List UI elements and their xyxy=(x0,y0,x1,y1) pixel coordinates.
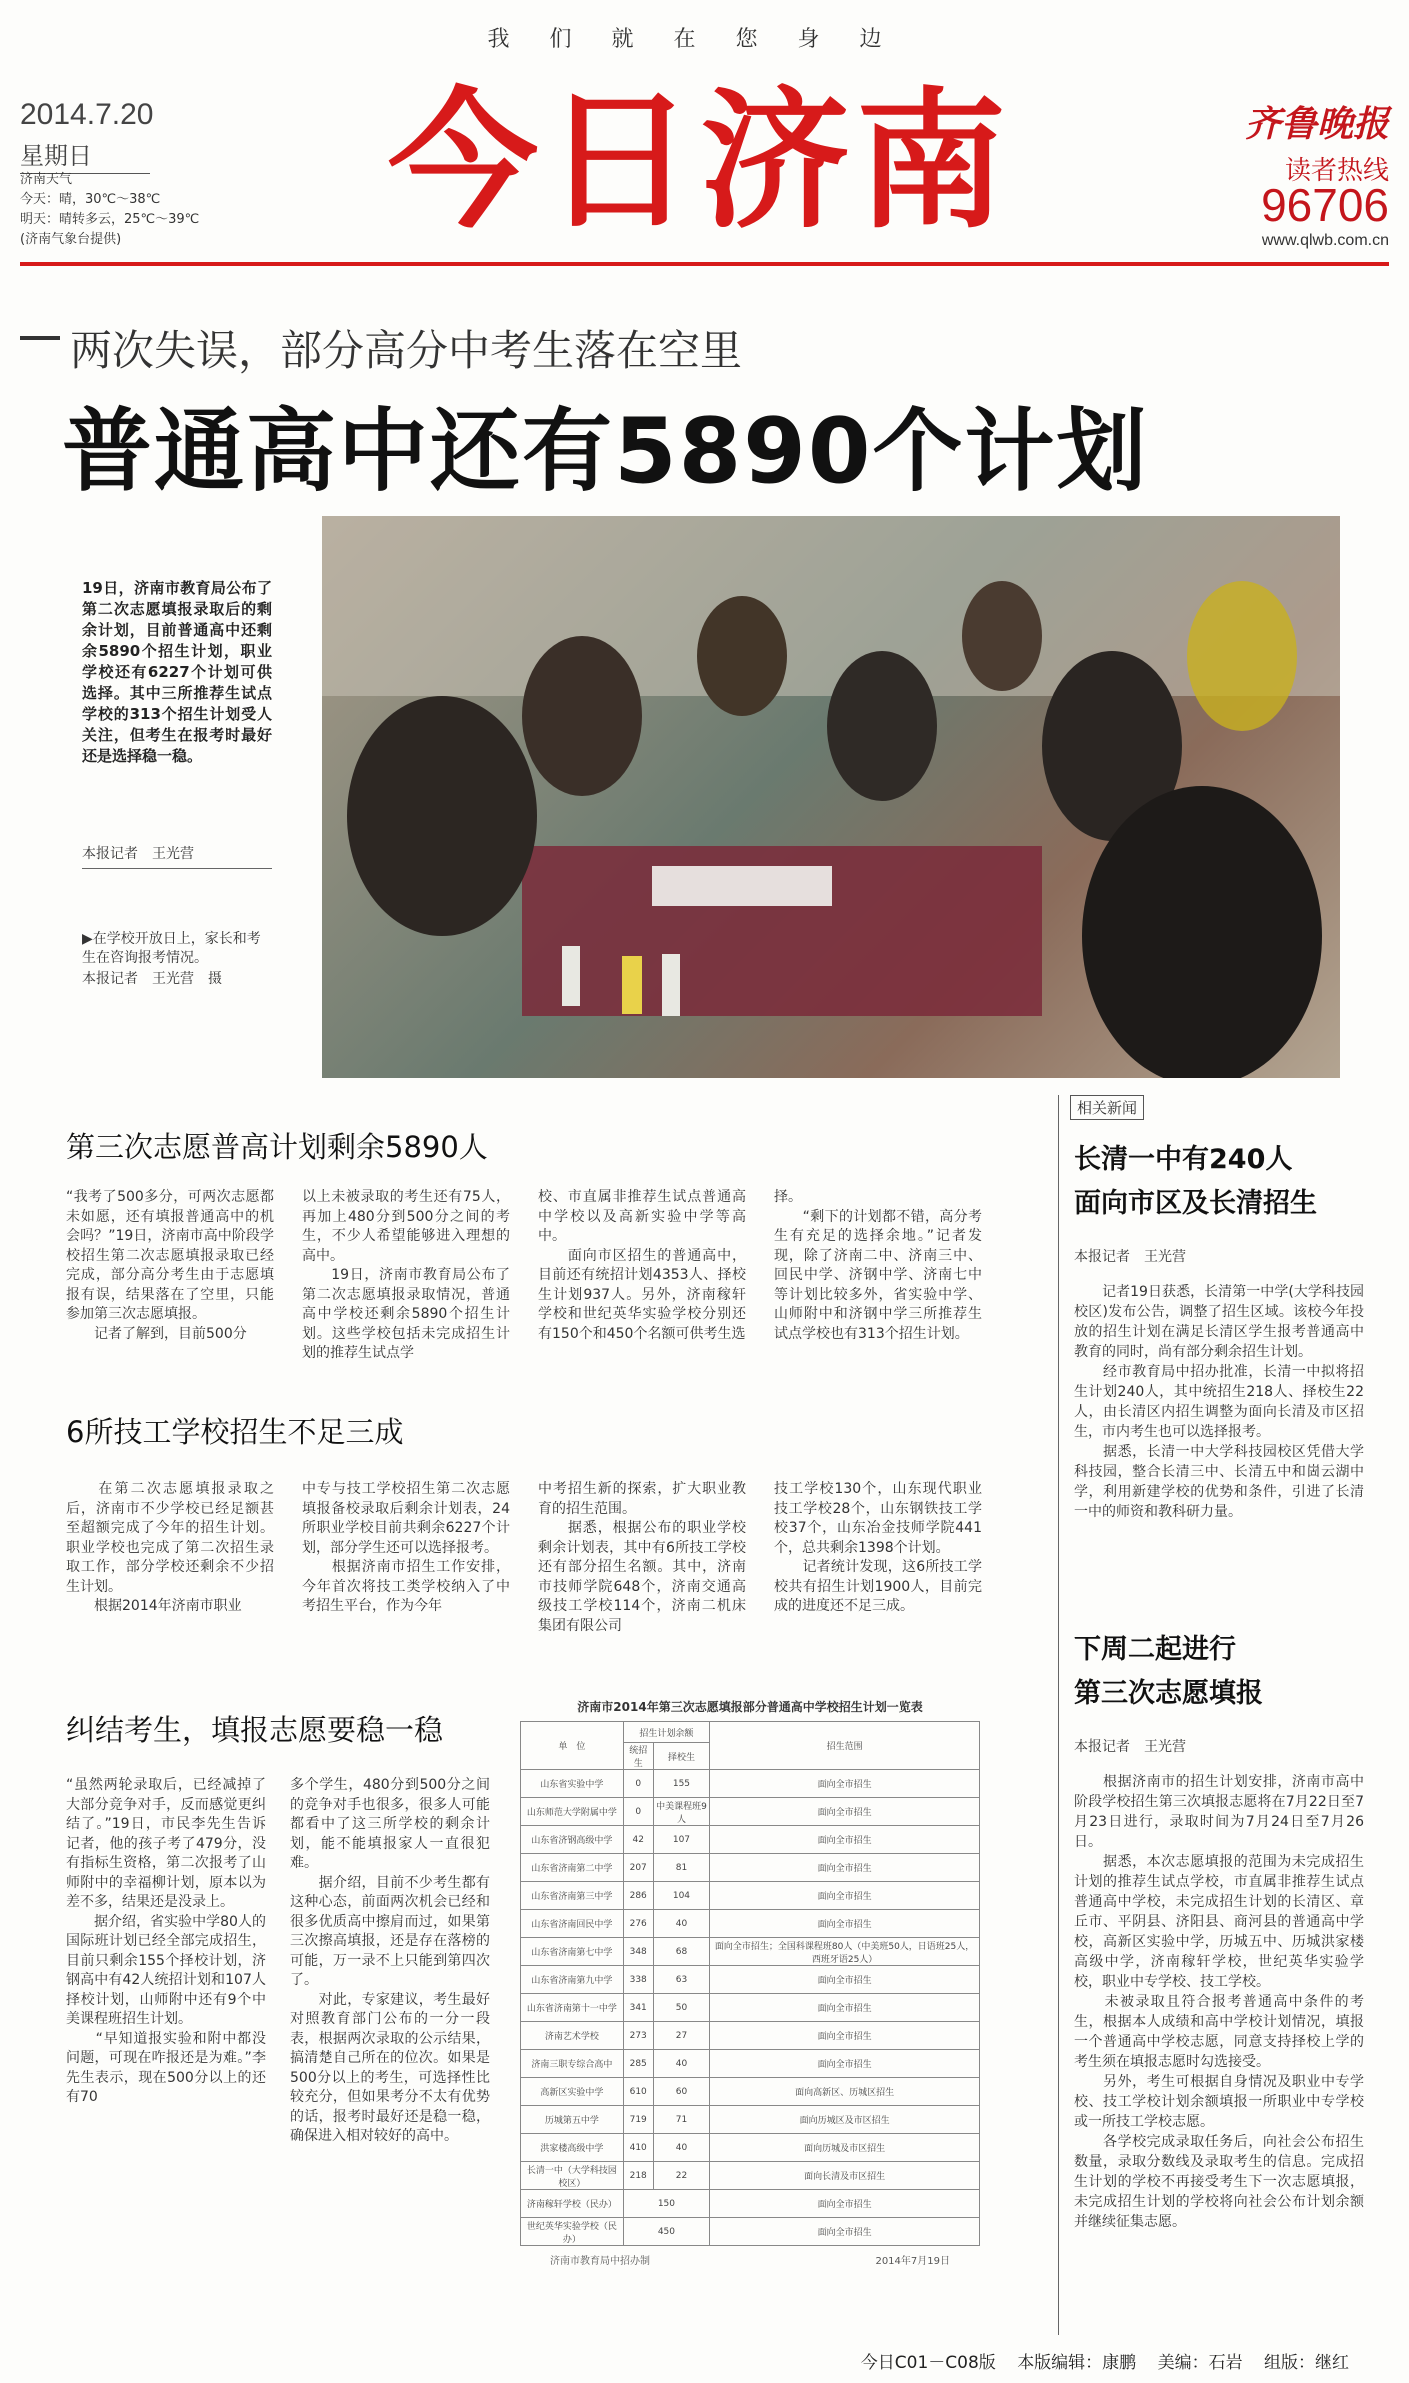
cell-tongzhao: 341 xyxy=(623,1994,653,2022)
cell-unit: 世纪英华实验学校（民办） xyxy=(521,2218,624,2246)
cell-tongzhao: 285 xyxy=(623,2050,653,2078)
cell-tongzhao: 273 xyxy=(623,2022,653,2050)
story2-col2: 中专与技工学校招生第二次志愿填报备校录取后剩余计划表，24所职业学校目前共剩余6227个计划，部分学生还可以选择报考。 根据济南市招生工作安排，今年首次将技工类学校纳入了中考招生平台，作为今年 xyxy=(302,1481,510,1614)
lead-headline: 普通高中还有5890个计划 xyxy=(62,399,1149,504)
cell-scope: 面向全市招生 xyxy=(710,1994,980,2022)
related-news-label: 相关新闻 xyxy=(1070,1095,1144,1120)
photo-caption-text: ▶在学校开放日上，家长和考生在咨询报考情况。 xyxy=(82,931,261,966)
sidebar-story2-title-line2: 第三次志愿填报 xyxy=(1074,1678,1263,1709)
plan-table-issuer: 济南市教育局中招办制 xyxy=(550,2256,650,2267)
cell-scope: 面向全市招生 xyxy=(710,1798,980,1826)
cell-scope: 面向全市招生 xyxy=(710,1966,980,1994)
hotline-number: 96706 xyxy=(1261,179,1389,231)
cell-tongzhao: 286 xyxy=(623,1882,653,1910)
cell-zexiao: 68 xyxy=(653,1938,709,1966)
cell-unit: 长清一中（大学科技园校区） xyxy=(521,2162,624,2190)
cell-tongzhao: 0 xyxy=(623,1798,653,1826)
plan-table-row xyxy=(521,2218,980,2246)
cell-unit: 洪家楼高级中学 xyxy=(521,2134,624,2162)
footer-edition: 今日C01－C08版 xyxy=(860,2353,996,2373)
cell-scope: 面向全市招生 xyxy=(710,1826,980,1854)
sidebar-story2-byline: 本报记者 王光营 xyxy=(1074,1739,1186,1755)
col-plan: 招生计划余额 xyxy=(623,1722,710,1743)
story3-title: 纠结考生，填报志愿要稳一稳 xyxy=(66,1713,444,1747)
story1-col3: 校、市直属非推荐生试点普通高中学校以及高新实验中学等高中。 面向市区招生的普通高中，目前还有统招计划4353人、择校生计划937人。另外，济南稼轩学校和世纪英华实验学校分别还有150个和450个名额可供考生选 xyxy=(538,1189,746,1342)
footer-proof: 组版：继红 xyxy=(1264,2353,1349,2373)
lead-photo xyxy=(322,516,1340,1078)
cell-tongzhao: 42 xyxy=(623,1826,653,1854)
plan-table-row xyxy=(521,2134,980,2162)
cell-unit: 山东省济南第二中学 xyxy=(521,1854,624,1882)
plan-table-footer xyxy=(520,2246,980,2267)
plan-table-title: 济南市2014年第三次志愿填报部分普通高中学校招生计划一览表 xyxy=(577,1700,923,1714)
col-tongzhao: 统招生 xyxy=(623,1743,653,1770)
weather-today: 今天：晴，30℃～38℃ xyxy=(20,192,161,207)
plan-table-row xyxy=(521,2050,980,2078)
cell-scope: 面向历城区及市区招生 xyxy=(710,2106,980,2134)
cell-zexiao: 63 xyxy=(653,1966,709,1994)
cell-unit: 济南三职专综合高中 xyxy=(521,2050,624,2078)
sidebar-story1-title xyxy=(1074,1138,1317,1226)
sidebar-story2-title xyxy=(1074,1628,1263,1716)
website-link[interactable]: www.qlwb.com.cn xyxy=(1261,232,1389,249)
cell-tongzhao: 719 xyxy=(623,2106,653,2134)
cell-zexiao: 104 xyxy=(653,1882,709,1910)
plan-table-row xyxy=(521,1826,980,1854)
sidebar-story1-title-line1: 长清一中有240人 xyxy=(1074,1144,1293,1175)
sidebar-story2-title-line1: 下周二起进行 xyxy=(1074,1634,1236,1665)
cell-unit: 高新区实验中学 xyxy=(521,2078,624,2106)
cell-zexiao: 40 xyxy=(653,2050,709,2078)
cell-zexiao: 60 xyxy=(653,2078,709,2106)
cell-tongzhao: 410 xyxy=(623,2134,653,2162)
cell-scope: 面向全市招生 xyxy=(710,2022,980,2050)
col-scope: 招生范围 xyxy=(710,1722,980,1770)
cell-zexiao: 50 xyxy=(653,1994,709,2022)
story1-col4: 择。 “剩下的计划都不错，高分考生有充足的选择余地。”记者发现，除了济南二中、济南三中、回民中学、济钢中学、济南七中等计划比较多外，省实验中学、山师附中和济钢中学三所推荐生试点学校也有313个招生计划。 xyxy=(774,1189,982,1342)
weather-title: 济南天气 xyxy=(20,172,73,187)
lead-byline: 本报记者 王光营 xyxy=(82,846,194,862)
cell-unit: 济南稼轩学校（民办） xyxy=(521,2190,624,2218)
cell-unit: 济南艺术学校 xyxy=(521,2022,624,2050)
story1-col2: 以上未被录取的考生还有75人，再加上480分到500分之间的考生，不少人希望能够进入理想的高中。 19日，济南市教育局公布了第二次志愿填报录取情况，普通高中学校还剩余5890个招生计划。这些学校包括未完成招生计划的推荐生试点学 xyxy=(302,1189,510,1361)
sidebar-divider xyxy=(1058,1095,1059,2335)
story2-col1: 在第二次志愿填报录取之后，济南市不少学校已经足额甚至超额完成了今年的招生计划。职业学校也完成了第二次招生录取工作，部分学校还剩余不少招生计划。 根据2014年济南市职业 xyxy=(66,1481,274,1614)
masthead-slogan: 我们就在您身边 xyxy=(487,27,922,52)
cell-unit: 山东省济南第十一中学 xyxy=(521,1994,624,2022)
cell-zexiao: 107 xyxy=(653,1826,709,1854)
plan-table-date: 2014年7月19日 xyxy=(875,2256,950,2267)
cell-unit: 历城第五中学 xyxy=(521,2106,624,2134)
plan-table-row xyxy=(521,1938,980,1966)
story2-col4: 技工学校130个，山东现代职业技工学校28个，山东钢铁技工学校37个，山东冶金技师学院441个，总共剩余1398个计划。 记者统计发现，这6所技工学校共有招生计划1900人，目前完成的进度还不足三成。 xyxy=(774,1481,982,1614)
plan-table-row xyxy=(521,2106,980,2134)
cell-zexiao: 155 xyxy=(653,1770,709,1798)
story3-col1: “虽然两轮录取后，已经减掉了大部分竞争对手，反而感觉更纠结了。”19日，市民李先生告诉记者，他的孩子考了479分，没有指标生资格，第二次报考了山师附中的幸福柳计划，原本以为差不多，结果还是没录上。 据介绍，省实验中学80人的国际班计划已经全部完成招生，目前只剩余155个择校计划，济钢高中有42人统招计划和107人择校计划，山师附中还有9个中美课程班招生计划。 “早知道报实验和附中都没问题，可现在咋报还是为难。”李先生表示，现在500分以上的还有70 xyxy=(66,1777,266,2105)
lead-kicker: 两次失误，部分高分中考生落在空里 xyxy=(70,326,743,375)
plan-table-row xyxy=(521,1910,980,1938)
cell-scope: 面向高新区、历城区招生 xyxy=(710,2078,980,2106)
cell-tongzhao: 0 xyxy=(623,1770,653,1798)
story3-col2: 多个学生，480分到500分之间的竞争对手也很多，很多人可能都看中了这三所学校的剩余计划，能不能填报家人一直很犯难。 据介绍，目前不少考生都有这种心态，前面两次机会已经和很多优质高中擦肩而过，如果第三次擦高填报，还是存在落榜的可能，万一录不上只能到第四次了。 对此，专家建议，考生最好对照教育部门公布的一分一段表，根据两次录取的公示结果，搞清楚自己所在的位次。如果是500分以上的考生，可选择性比较充分，但如果考分不太有优势的话，报考时最好还是稳一稳，确保进入相对较好的高中。 xyxy=(290,1777,490,2144)
plan-table-row xyxy=(521,2022,980,2050)
cell-tongzhao: 450 xyxy=(623,2218,710,2246)
plan-table-row xyxy=(521,2190,980,2218)
cell-scope: 面向全市招生 xyxy=(710,2218,980,2246)
cell-unit: 山东师范大学附属中学 xyxy=(521,1798,624,1826)
plan-table-row xyxy=(521,1994,980,2022)
plan-table-row xyxy=(521,1770,980,1798)
brand-logo: 齐鲁晚报 xyxy=(1244,103,1389,145)
kicker-rule xyxy=(20,336,60,340)
lead-rule xyxy=(82,868,272,869)
story2-title: 6所技工学校招生不足三成 xyxy=(66,1415,404,1449)
cell-scope: 面向全市招生 xyxy=(710,1910,980,1938)
hotline-label: 读者热线 xyxy=(1284,156,1389,186)
issue-weekday: 星期日 xyxy=(20,136,150,174)
cell-tongzhao: 610 xyxy=(623,2078,653,2106)
newspaper-title: 今日济南 xyxy=(387,75,1012,249)
plan-table-row xyxy=(521,1966,980,1994)
cell-zexiao: 22 xyxy=(653,2162,709,2190)
plan-table xyxy=(520,1698,980,2267)
cell-zexiao: 27 xyxy=(653,2022,709,2050)
sidebar-story1-body: 记者19日获悉，长清第一中学(大学科技园校区)发布公告，调整了招生区域。该校今年投放的招生计划在满足长清区学生报考普通高中教育的同时，尚有部分剩余招生计划。 经市教育局中招办批准，长清一中拟将招生计划240人，其中统招生218人、择校生22人，由长清区内招生调整为面向长清及市区招生，市内考生也可以选择报考。 据悉，长清一中大学科技园校区凭借大学科技园，整合长清三中、长清五中和崮云湖中学，利用新建学校的优势和条件，引进了长清一中的师资和教科研力量。 xyxy=(1074,1284,1364,1520)
plan-table-row xyxy=(521,2078,980,2106)
sidebar-story1-title-line2: 面向市区及长清招生 xyxy=(1074,1188,1317,1219)
cell-tongzhao: 276 xyxy=(623,1910,653,1938)
cell-scope: 面向长清及市区招生 xyxy=(710,2162,980,2190)
plan-table-row xyxy=(521,1882,980,1910)
story1-title: 第三次志愿普高计划剩余5890人 xyxy=(66,1130,488,1164)
cell-scope: 面向全市招生 xyxy=(710,1770,980,1798)
plan-table-row xyxy=(521,1854,980,1882)
cell-zexiao: 40 xyxy=(653,2134,709,2162)
cell-zexiao: 71 xyxy=(653,2106,709,2134)
photo-caption xyxy=(82,930,272,989)
cell-unit: 山东省实验中学 xyxy=(521,1770,624,1798)
cell-unit: 山东省济钢高级中学 xyxy=(521,1826,624,1854)
cell-scope: 面向全市招生 xyxy=(710,2190,980,2218)
weather-tomorrow: 明天：晴转多云，25℃～39℃ xyxy=(20,212,200,227)
plan-table-row xyxy=(521,2162,980,2190)
cell-scope: 面向全市招生 xyxy=(710,1882,980,1910)
cell-tongzhao: 150 xyxy=(623,2190,710,2218)
cell-scope: 面向历城及市区招生 xyxy=(710,2134,980,2162)
cell-unit: 山东省济南第九中学 xyxy=(521,1966,624,1994)
cell-zexiao: 81 xyxy=(653,1854,709,1882)
cell-unit: 山东省济南回民中学 xyxy=(521,1910,624,1938)
footer-editor: 本版编辑：康鹏 xyxy=(1017,2353,1137,2373)
cell-scope: 面向全市招生；全国科课程班80人（中美班50人，日语班25人，西班牙语25人） xyxy=(710,1938,980,1966)
col-unit: 单 位 xyxy=(521,1722,624,1770)
sidebar-story2-body: 根据济南市的招生计划安排，济南市高中阶段学校招生第三次填报志愿将在7月22日至7月23日进行，录取时间为7月24日至7月26日。 据悉，本次志愿填报的范围为未完成招生计划的推荐生试点学校，市直属非推荐生试点普通高中学校，未完成招生计划的长清区、章丘市、平阴县、济阳县、商河县的普通高中学校，高新区实验中学，历城五中、历城洪家楼高级中学，济南稼轩学校，世纪英华实验学校，职业中专学校、技工学校。 未被录取且符合报考普通高中条件的考生，根据本人成绩和高中学校计划情况，填报一个普通高中学校志愿，同意支持择校上学的考生须在填报志愿时勾选接受。 另外，考生可根据自身情况及职业中专学校、技工学校计划余额填报一所职业中专学校或一所技工学校志愿。 各学校完成录取任务后，向社会公布招生数量，录取分数线及录取考生的信息。完成招生计划的学校不再接受考生下一次志愿填报，未完成招生计划的学校将向社会公布计划余额并继续征集志愿。 xyxy=(1074,1774,1364,2230)
cell-unit: 山东省济南第三中学 xyxy=(521,1882,624,1910)
cell-tongzhao: 207 xyxy=(623,1854,653,1882)
lead-summary: 19日，济南市教育局公布了第二次志愿填报录取后的剩余计划，目前普通高中还剩余5890个招生计划，职业学校还有6227个计划可供选择。其中三所推荐生试点学校的313个招生计划受人关注，但考生在报考时最好还是选择稳一稳。 xyxy=(82,579,272,765)
plan-table-grid xyxy=(520,1721,980,2246)
cell-scope: 面向全市招生 xyxy=(710,2050,980,2078)
cell-zexiao: 40 xyxy=(653,1910,709,1938)
cell-scope: 面向全市招生 xyxy=(710,1854,980,1882)
col-zexiao: 择校生 xyxy=(653,1743,709,1770)
issue-date: 2014.7.20 xyxy=(20,98,154,131)
weather-source: (济南气象台提供) xyxy=(20,232,122,247)
plan-table-row xyxy=(521,1798,980,1826)
cell-unit: 山东省济南第七中学 xyxy=(521,1938,624,1966)
story2-col3: 中考招生新的探索，扩大职业教育的招生范围。 据悉，根据公布的职业学校剩余计划表，其中有6所技工学校还有部分招生名额。其中，济南市技师学院648个，济南交通高级技工学校114个，济南二机床集团有限公司 xyxy=(538,1481,746,1634)
photo-caption-byline: 本报记者 王光营 摄 xyxy=(82,971,222,987)
cell-tongzhao: 348 xyxy=(623,1938,653,1966)
page-footer xyxy=(845,2348,1349,2373)
sidebar-story1-byline: 本报记者 王光营 xyxy=(1074,1249,1186,1265)
story1-col1: “我考了500多分，可两次志愿都未如愿，还有填报普通高中的机会吗？”19日，济南市高中阶段学校招生第二次志愿填报录取已经完成，部分高分考生由于志愿填报有误，结果落在了空里，只能参加第三次志愿填报。 记者了解到，目前500分 xyxy=(66,1189,274,1342)
footer-designer: 美编：石岩 xyxy=(1157,2353,1243,2373)
cell-tongzhao: 338 xyxy=(623,1966,653,1994)
cell-zexiao: 中美课程班9人 xyxy=(653,1798,709,1826)
masthead-rule xyxy=(20,262,1389,266)
cell-tongzhao: 218 xyxy=(623,2162,653,2190)
